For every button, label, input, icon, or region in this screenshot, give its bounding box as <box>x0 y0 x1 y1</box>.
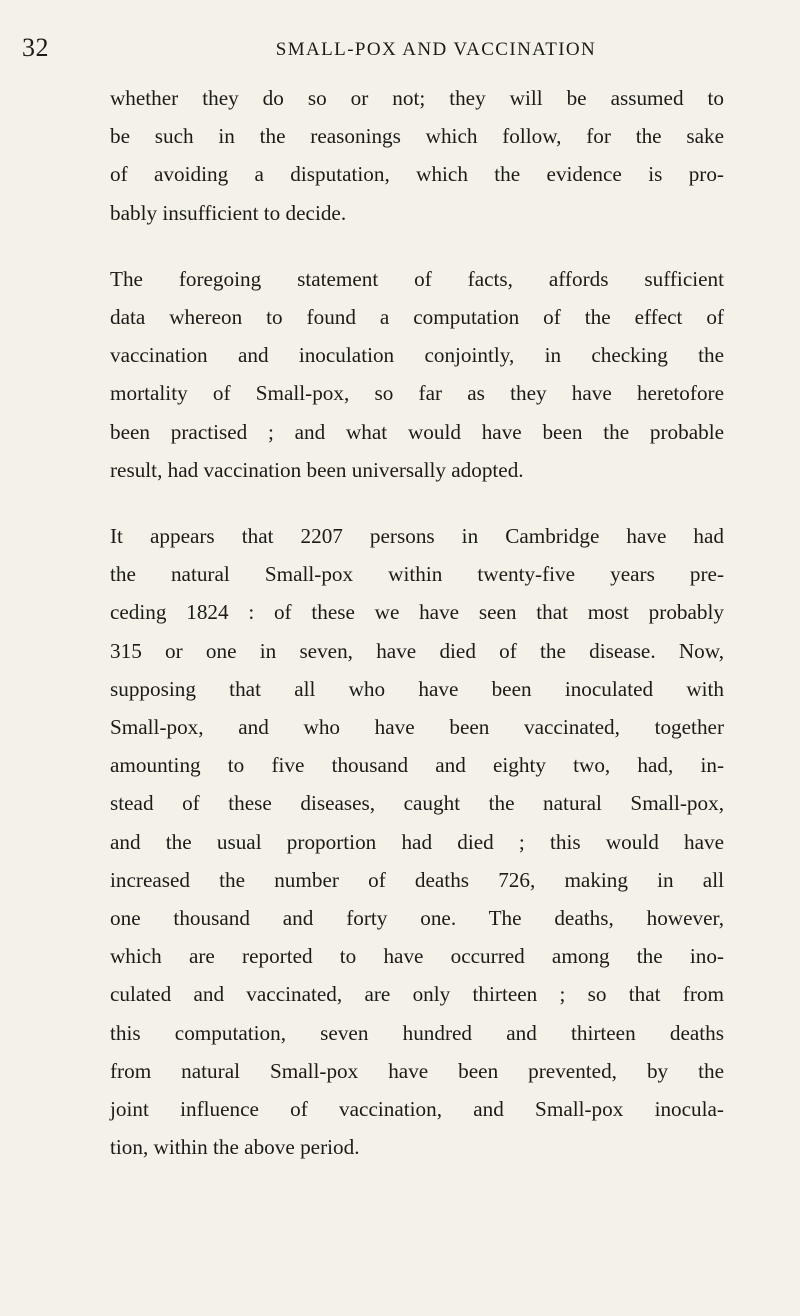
paragraph-3 <box>110 517 724 1166</box>
text-line: be such in the reasonings which follow, for the sake <box>110 124 724 149</box>
text-line: bably insufficient to decide. <box>110 200 347 225</box>
text-line: this computation, seven hundred and thirteen deaths <box>110 1020 724 1045</box>
text-line: The foregoing statement of facts, affords sufficient <box>110 266 724 291</box>
running-head: SMALL-POX AND VACCINATION <box>275 39 597 60</box>
text-line: mortality of Small-pox, so far as they have heretofore <box>110 381 724 406</box>
text-line: amounting to five thousand and eighty two, had, in- <box>110 753 724 778</box>
text-line: of avoiding a disputation, which the evidence is pro- <box>110 162 724 187</box>
text-line: been practised ; and what would have been the probable <box>110 419 724 444</box>
page-body <box>110 79 724 1166</box>
text-line: increased the number of deaths 726, making in all <box>110 867 724 892</box>
paragraph-2 <box>110 260 724 489</box>
text-line: one thousand and forty one. The deaths, however, <box>110 906 724 931</box>
text-line: whether they do so or not; they will be assumed to <box>110 86 724 110</box>
text-line: 315 or one in seven, have died of the disease. Now, <box>110 638 724 663</box>
text-line: from natural Small-pox have been prevented, by the <box>110 1058 724 1083</box>
text-line: data whereon to found a computation of the effect of <box>110 305 724 330</box>
page-header <box>22 34 762 64</box>
text-line: result, had vaccination been universally adopted. <box>110 457 524 482</box>
text-line: vaccination and inoculation conjointly, in checking the <box>110 343 724 368</box>
text-line: It appears that 2207 persons in Cambridge have had <box>110 524 724 549</box>
text-line: stead of these diseases, caught the natural Small-pox, <box>110 791 724 816</box>
paragraph-1 <box>110 79 724 232</box>
text-line: supposing that all who have been inoculated with <box>110 676 724 701</box>
text-line: culated and vaccinated, are only thirteen ; so that from <box>110 982 724 1007</box>
text-line: ceding 1824 : of these we have seen that most probably <box>110 600 724 625</box>
text-line: the natural Small-pox within twenty-five years pre- <box>110 562 724 587</box>
text-line: and the usual proportion had died ; this would have <box>110 829 724 854</box>
text-line: which are reported to have occurred among the ino- <box>110 944 724 969</box>
text-line: tion, within the above period. <box>110 1135 360 1160</box>
page-number: 32 <box>22 33 49 62</box>
text-line: Small-pox, and who have been vaccinated, together <box>110 715 724 740</box>
text-line: joint influence of vaccination, and Small-pox inocula- <box>110 1097 724 1122</box>
